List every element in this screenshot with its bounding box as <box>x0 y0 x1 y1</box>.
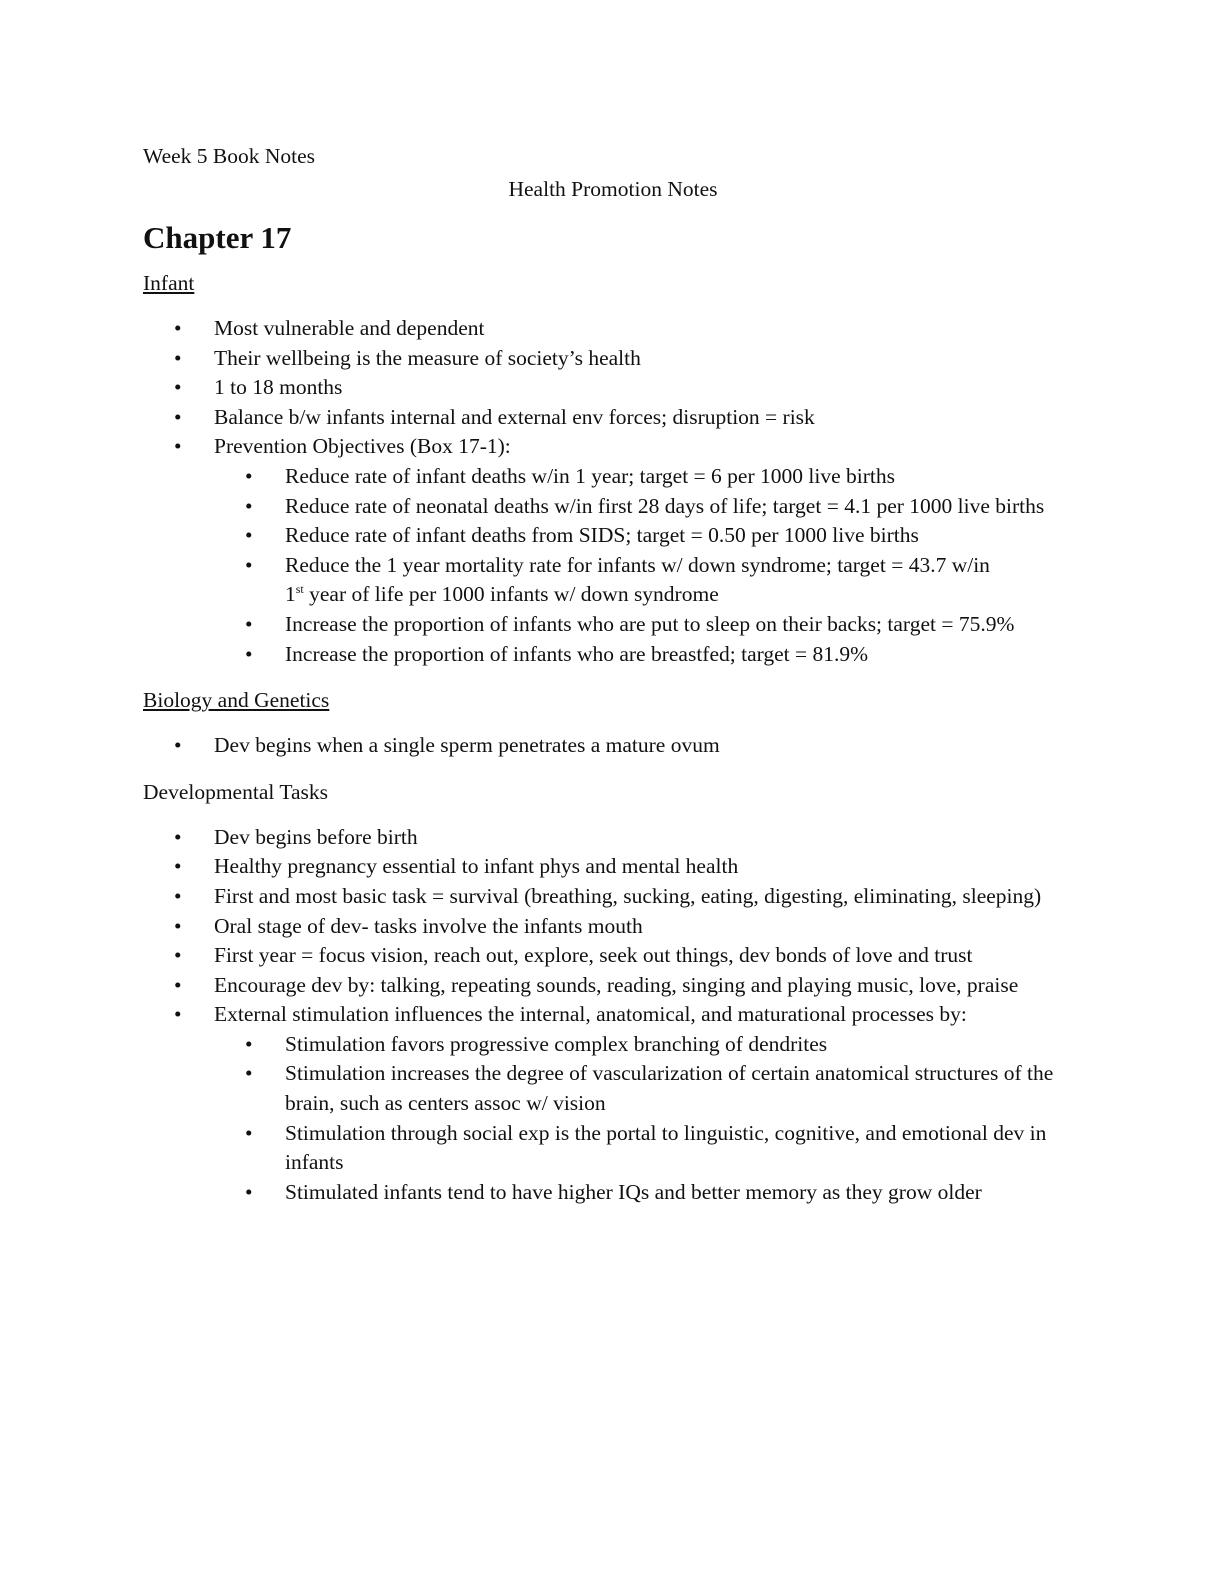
list-item: • Most vulnerable and dependent <box>143 314 1083 344</box>
sub-list-item: • Stimulated infants tend to have higher IQs and better memory as they grow older <box>143 1178 1083 1208</box>
list-item: • Balance b/w infants internal and external env forces; disruption = risk <box>143 403 1083 433</box>
list-item-text: Prevention Objectives (Box 17-1): <box>214 434 511 459</box>
developmental-list <box>143 823 1083 1208</box>
sub-list-item: • Stimulation through social exp is the portal to linguistic, cognitive, and emotional dev in infants <box>143 1119 1083 1178</box>
list-item-text: External stimulation influences the internal, anatomical, and maturational processes by: <box>214 1002 967 1027</box>
biology-list <box>143 731 1083 761</box>
document-title: Week 5 Book Notes <box>143 144 316 168</box>
list-item: • Dev begins when a single sperm penetrates a mature ovum <box>143 731 1083 761</box>
objectives-list <box>214 462 1083 669</box>
objective-item: • Reduce rate of infant deaths w/in 1 year; target = 6 per 1000 live births <box>143 462 1083 492</box>
list-item: • Their wellbeing is the measure of society’s health <box>143 344 1083 374</box>
list-item: • Dev begins before birth <box>143 823 1083 853</box>
objective-text: 1 <box>285 582 296 607</box>
list-item <box>143 432 1083 669</box>
objective-text: Reduce the 1 year mortality rate for infants w/ down syndrome; target = 43.7 w/in <box>285 552 990 577</box>
list-item: • First year = focus vision, reach out, explore, seek out things, dev bonds of love and trust <box>143 941 1083 971</box>
sub-list-item: • Stimulation favors progressive complex branching of dendrites <box>143 1030 1083 1060</box>
list-item <box>143 1000 1083 1207</box>
list-item: • Healthy pregnancy essential to infant phys and mental health <box>143 852 1083 882</box>
list-item: • 1 to 18 months <box>143 373 1083 403</box>
list-item: • Oral stage of dev- tasks involve the infants mouth <box>143 912 1083 942</box>
objective-item: • Increase the proportion of infants who are breastfed; target = 81.9% <box>143 640 1083 670</box>
developmental-heading: Developmental Tasks <box>143 779 328 804</box>
list-item: • First and most basic task = survival (breathing, sucking, eating, digesting, eliminating, sleeping) <box>143 882 1083 912</box>
objective-item: • Increase the proportion of infants who are put to sleep on their backs; target = 75.9% <box>143 610 1083 640</box>
biology-heading: Biology and Genetics <box>143 688 330 713</box>
document-page <box>143 138 1083 1207</box>
document-subtitle: Health Promotion Notes <box>508 177 718 201</box>
objective-item: • Reduce rate of neonatal deaths w/in first 28 days of life; target = 4.1 per 1000 live births <box>143 492 1083 522</box>
stimulation-list <box>214 1030 1083 1208</box>
objective-item: • Reduce rate of infant deaths from SIDS; target = 0.50 per 1000 live births <box>143 521 1083 551</box>
infant-heading: Infant <box>143 271 195 295</box>
sub-list-item: • Stimulation increases the degree of vascularization of certain anatomical structures of the brain, such as centers assoc w/ vision <box>143 1059 1083 1118</box>
objective-text: year of life per 1000 infants w/ down syndrome <box>303 582 719 607</box>
infant-list <box>143 314 1083 669</box>
chapter-heading: Chapter 17 <box>143 220 292 255</box>
ordinal-suffix: st <box>295 582 304 597</box>
list-item: • Encourage dev by: talking, repeating sounds, reading, singing and playing music, love, praise <box>143 971 1083 1001</box>
objective-item <box>143 551 1083 610</box>
